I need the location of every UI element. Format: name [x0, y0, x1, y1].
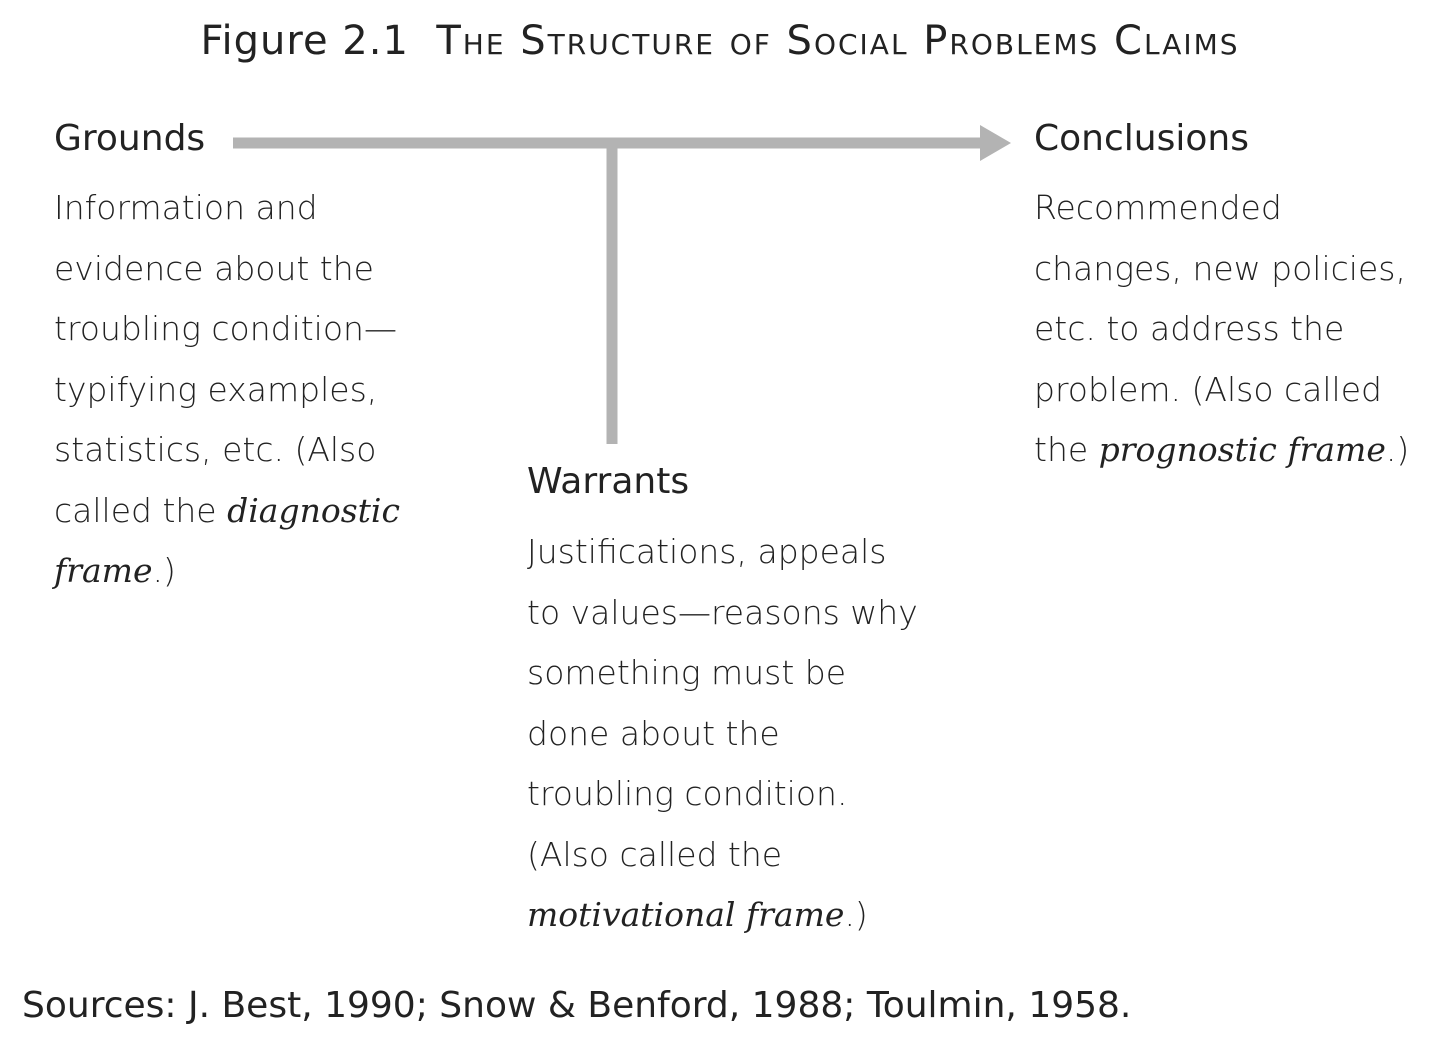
description-text: (Also called the — [527, 834, 783, 874]
description-line — [1034, 178, 1409, 239]
description-text: troubling condition. — [527, 774, 848, 813]
description-text: the — [1034, 430, 1099, 469]
description-line — [1034, 239, 1409, 300]
description-text: called the — [54, 490, 228, 530]
warrants-description — [527, 522, 918, 946]
description-line — [1034, 299, 1409, 360]
description-line — [527, 825, 918, 886]
figure-title-text: The Structure of Social Problems Claims — [436, 18, 1240, 64]
description-text: something must be — [527, 653, 846, 692]
description-text: .) — [1385, 430, 1410, 469]
description-text: to values—reasons why — [527, 592, 918, 632]
grounds-heading: Grounds — [54, 118, 206, 159]
conclusions-heading: Conclusions — [1034, 118, 1249, 159]
description-line — [54, 360, 400, 421]
description-line — [527, 704, 918, 765]
description-text: typifying examples, — [54, 369, 378, 409]
figure-number: Figure 2.1 — [200, 18, 409, 64]
description-line — [527, 522, 918, 583]
description-line — [54, 239, 400, 300]
description-text: evidence about the — [54, 248, 374, 288]
grounds-description — [54, 178, 400, 602]
description-text: Recommended — [1034, 188, 1282, 227]
description-text: changes, new policies, — [1034, 248, 1406, 288]
description-line — [1034, 360, 1409, 421]
description-line — [54, 178, 400, 239]
description-text: etc. to address the — [1034, 309, 1345, 348]
description-line — [1034, 420, 1409, 481]
description-text: statistics, etc. (Also — [54, 430, 377, 469]
description-text: .) — [844, 895, 868, 934]
description-line — [527, 764, 918, 825]
description-italic-term: frame — [54, 551, 153, 590]
description-line — [527, 583, 918, 644]
description-italic-term: diagnostic — [227, 490, 400, 530]
description-italic-term: prognostic frame — [1098, 430, 1386, 469]
sources-note: Sources: J. Best, 1990; Snow & Benford, 1988; Toulmin, 1958. — [22, 985, 1132, 1026]
description-line — [54, 420, 400, 481]
description-text: Justifications, appeals — [527, 532, 887, 571]
description-line — [527, 643, 918, 704]
description-text: Information and — [54, 188, 318, 227]
description-text: troubling condition— — [54, 309, 397, 348]
description-line — [54, 481, 400, 542]
description-text: done about the — [527, 713, 780, 753]
warrants-heading: Warrants — [527, 461, 690, 502]
conclusions-arrowhead — [980, 125, 1011, 161]
description-line — [54, 541, 400, 602]
conclusions-description — [1034, 178, 1409, 481]
description-text: .) — [152, 551, 176, 590]
description-line — [54, 299, 400, 360]
description-line — [527, 885, 918, 946]
description-text: problem. (Also called — [1034, 369, 1382, 409]
description-italic-term: motivational frame — [527, 895, 845, 934]
